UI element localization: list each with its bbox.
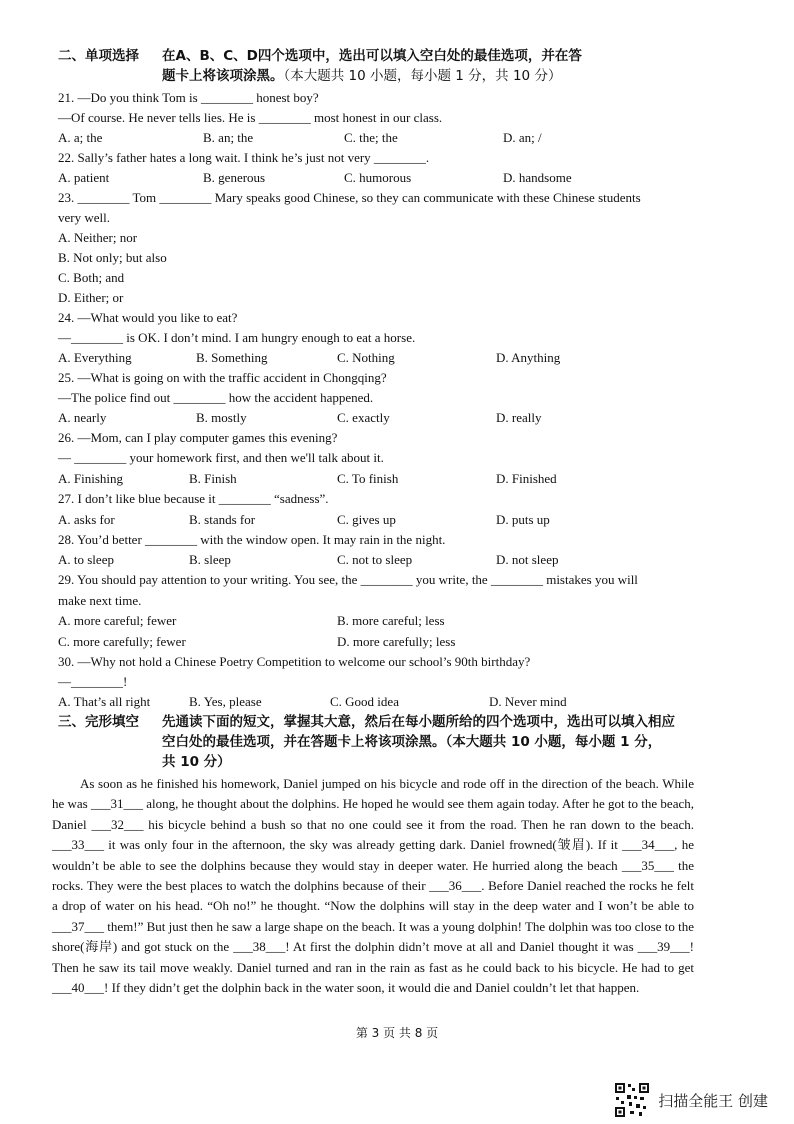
q28-option-b: B. sleep (189, 552, 231, 567)
q24-option-d: D. Anything (496, 350, 561, 365)
cloze-passage-text: As soon as he finished his homework, Daniel jumped on his bicycle and rode off in the direction of the beach. While he was ___31___ along, he thought about the dolphins. He hoped he would see them again today. After he got to the beach, Daniel ___32___ his bicycle behind a bush so that no one could see it from the road. Then he ran down to the beach. ___33___ it was only four in the afternoon, the sky was already getting dark. Daniel frowned(皱眉). If it ___34___, he wouldn’t be able to see the dolphins because they would stay in deeper water. He hurried along the beach ___35___ the rocks. They were the best places to watch the dolphins because of their ___36___. Before Daniel reached the rocks he felt a drop of water on his head. “Oh no!” he thought. “Now the dolphins will stay in the deep water and I won’t be able to ___37___ them!” But just then he saw a large shape on the beach. It was a young dolphin! The dolphin was too close to the shore(海岸) and got stuck on the ___38___! At first the dolphin didn’t move at all and Daniel thought it was ___39___! Then he saw its tail move weakly. Daniel turned and ran in the rain as fast as he could back to his bicycle. He had to get ___40___! If they didn’t get the dolphin back in the water soon, it would die and Daniel couldn’t let that happen. (52, 776, 694, 996)
q29-option-c: C. more carefully; fewer (58, 634, 186, 649)
q26-stem-2: — ________ your homework first, and then we'll talk about it. (58, 450, 384, 465)
section3-number: 三、完形填空 (58, 714, 139, 730)
q29-stem-1: 29. You should pay attention to your writing. You see, the ________ you write, the ________ mistakes you will (58, 572, 638, 587)
q29-option-b: B. more careful; less (337, 613, 445, 628)
section2-instruction-line2: 题卡上将该项涂黑。 (162, 68, 284, 84)
q23-option-c: C. Both; and (58, 270, 125, 285)
section2-instruction-note: （本大题共 10 小题，每小题 1 分，共 10 分） (283, 68, 562, 84)
q26-option-c: C. To finish (337, 471, 399, 486)
q25-option-c: C. exactly (337, 410, 390, 425)
q23-option-a: A. Neither; nor (58, 230, 138, 245)
q25-option-d: D. really (496, 410, 542, 425)
q21-option-b: B. an; the (203, 130, 254, 145)
q22-option-a: A. patient (58, 170, 110, 185)
q28-option-c: C. not to sleep (337, 552, 413, 567)
q30-option-a: A. That’s all right (58, 694, 151, 709)
page-footer: 第 3 页 共 8 页 (355, 1026, 439, 1040)
section3-header-line2 (162, 732, 661, 752)
q21-stem-1: 21. —Do you think Tom is ________ honest boy? (58, 90, 319, 105)
section2-instruction-line1: 在A、B、C、D四个选项中，选出可以填入空白处的最佳选项，并在答 (162, 48, 582, 64)
q28-option-d: D. not sleep (496, 552, 559, 567)
q30-option-c: C. Good idea (330, 694, 399, 709)
q25-stem-2: —The police find out ________ how the accident happened. (58, 390, 374, 405)
section3-header-line3 (162, 752, 231, 772)
q24-stem-2: —________ is OK. I don’t mind. I am hungry enough to eat a horse. (58, 330, 416, 345)
q28-stem: 28. You’d better ________ with the window open. It may rain in the night. (58, 532, 446, 547)
q27-option-c: C. gives up (337, 512, 396, 527)
q24-stem-1: 24. —What would you like to eat? (58, 310, 238, 325)
q27-option-a: A. asks for (58, 512, 115, 527)
q26-option-b: B. Finish (189, 471, 237, 486)
q30-option-d: D. Never mind (489, 694, 567, 709)
q27-option-d: D. puts up (496, 512, 550, 527)
q28-option-a: A. to sleep (58, 552, 114, 567)
section2-header (58, 46, 582, 66)
q27-option-b: B. stands for (189, 512, 256, 527)
watermark-label: 扫描全能王 创建 (658, 1091, 768, 1110)
section2-number: 二、单项选择 (58, 48, 139, 64)
q30-option-b: B. Yes, please (189, 694, 262, 709)
q21-option-d: D. an; / (503, 130, 542, 145)
cloze-passage (52, 774, 694, 998)
q22-option-c: C. humorous (344, 170, 412, 185)
q25-stem-1: 25. —What is going on with the traffic accident in Chongqing? (58, 370, 387, 385)
q23-stem-2: very well. (58, 210, 110, 225)
q22-option-d: D. handsome (503, 170, 572, 185)
q26-option-d: D. Finished (496, 471, 557, 486)
q29-stem-2: make next time. (58, 593, 142, 608)
q29-option-d: D. more carefully; less (337, 634, 456, 649)
q22-option-b: B. generous (203, 170, 266, 185)
section3-header (58, 712, 675, 732)
q26-option-a: A. Finishing (58, 471, 124, 486)
qr-code-icon (614, 1082, 650, 1118)
section2-header-line2 (162, 66, 561, 86)
q30-stem-1: 30. —Why not hold a Chinese Poetry Competition to welcome our school’s 90th birthday? (58, 654, 531, 669)
q21-stem-2: —Of course. He never tells lies. He is ________ most honest in our class. (58, 110, 443, 125)
q21-option-c: C. the; the (344, 130, 398, 145)
q26-stem-1: 26. —Mom, can I play computer games this evening? (58, 430, 338, 445)
q25-option-a: A. nearly (58, 410, 107, 425)
q24-option-a: A. Everything (58, 350, 132, 365)
q29-option-a: A. more careful; fewer (58, 613, 177, 628)
scanner-watermark (614, 1082, 768, 1118)
q22-stem: 22. Sally’s father hates a long wait. I think he’s just not very ________. (58, 150, 430, 165)
q27-stem: 27. I don’t like blue because it ________ “sadness”. (58, 491, 329, 506)
section3-instruction-line2: 空白处的最佳选项，并在答题卡上将该项涂黑。（本大题共 10 小题，每小题 1 分， (162, 734, 662, 750)
q23-option-b: B. Not only; but also (58, 250, 167, 265)
section3-instruction-line3: 共 10 分） (162, 754, 231, 770)
q25-option-b: B. mostly (196, 410, 247, 425)
q23-option-d: D. Either; or (58, 290, 124, 305)
q21-option-a: A. a; the (58, 130, 103, 145)
q24-option-c: C. Nothing (337, 350, 395, 365)
q24-option-b: B. Something (196, 350, 268, 365)
q30-stem-2: —________! (58, 674, 128, 689)
section3-instruction-line1: 先通读下面的短文，掌握其大意，然后在每小题所给的四个选项中，选出可以填入相应 (162, 714, 675, 730)
q23-stem-1: 23. ________ Tom ________ Mary speaks good Chinese, so they can communicate with these Chinese students (58, 190, 641, 205)
